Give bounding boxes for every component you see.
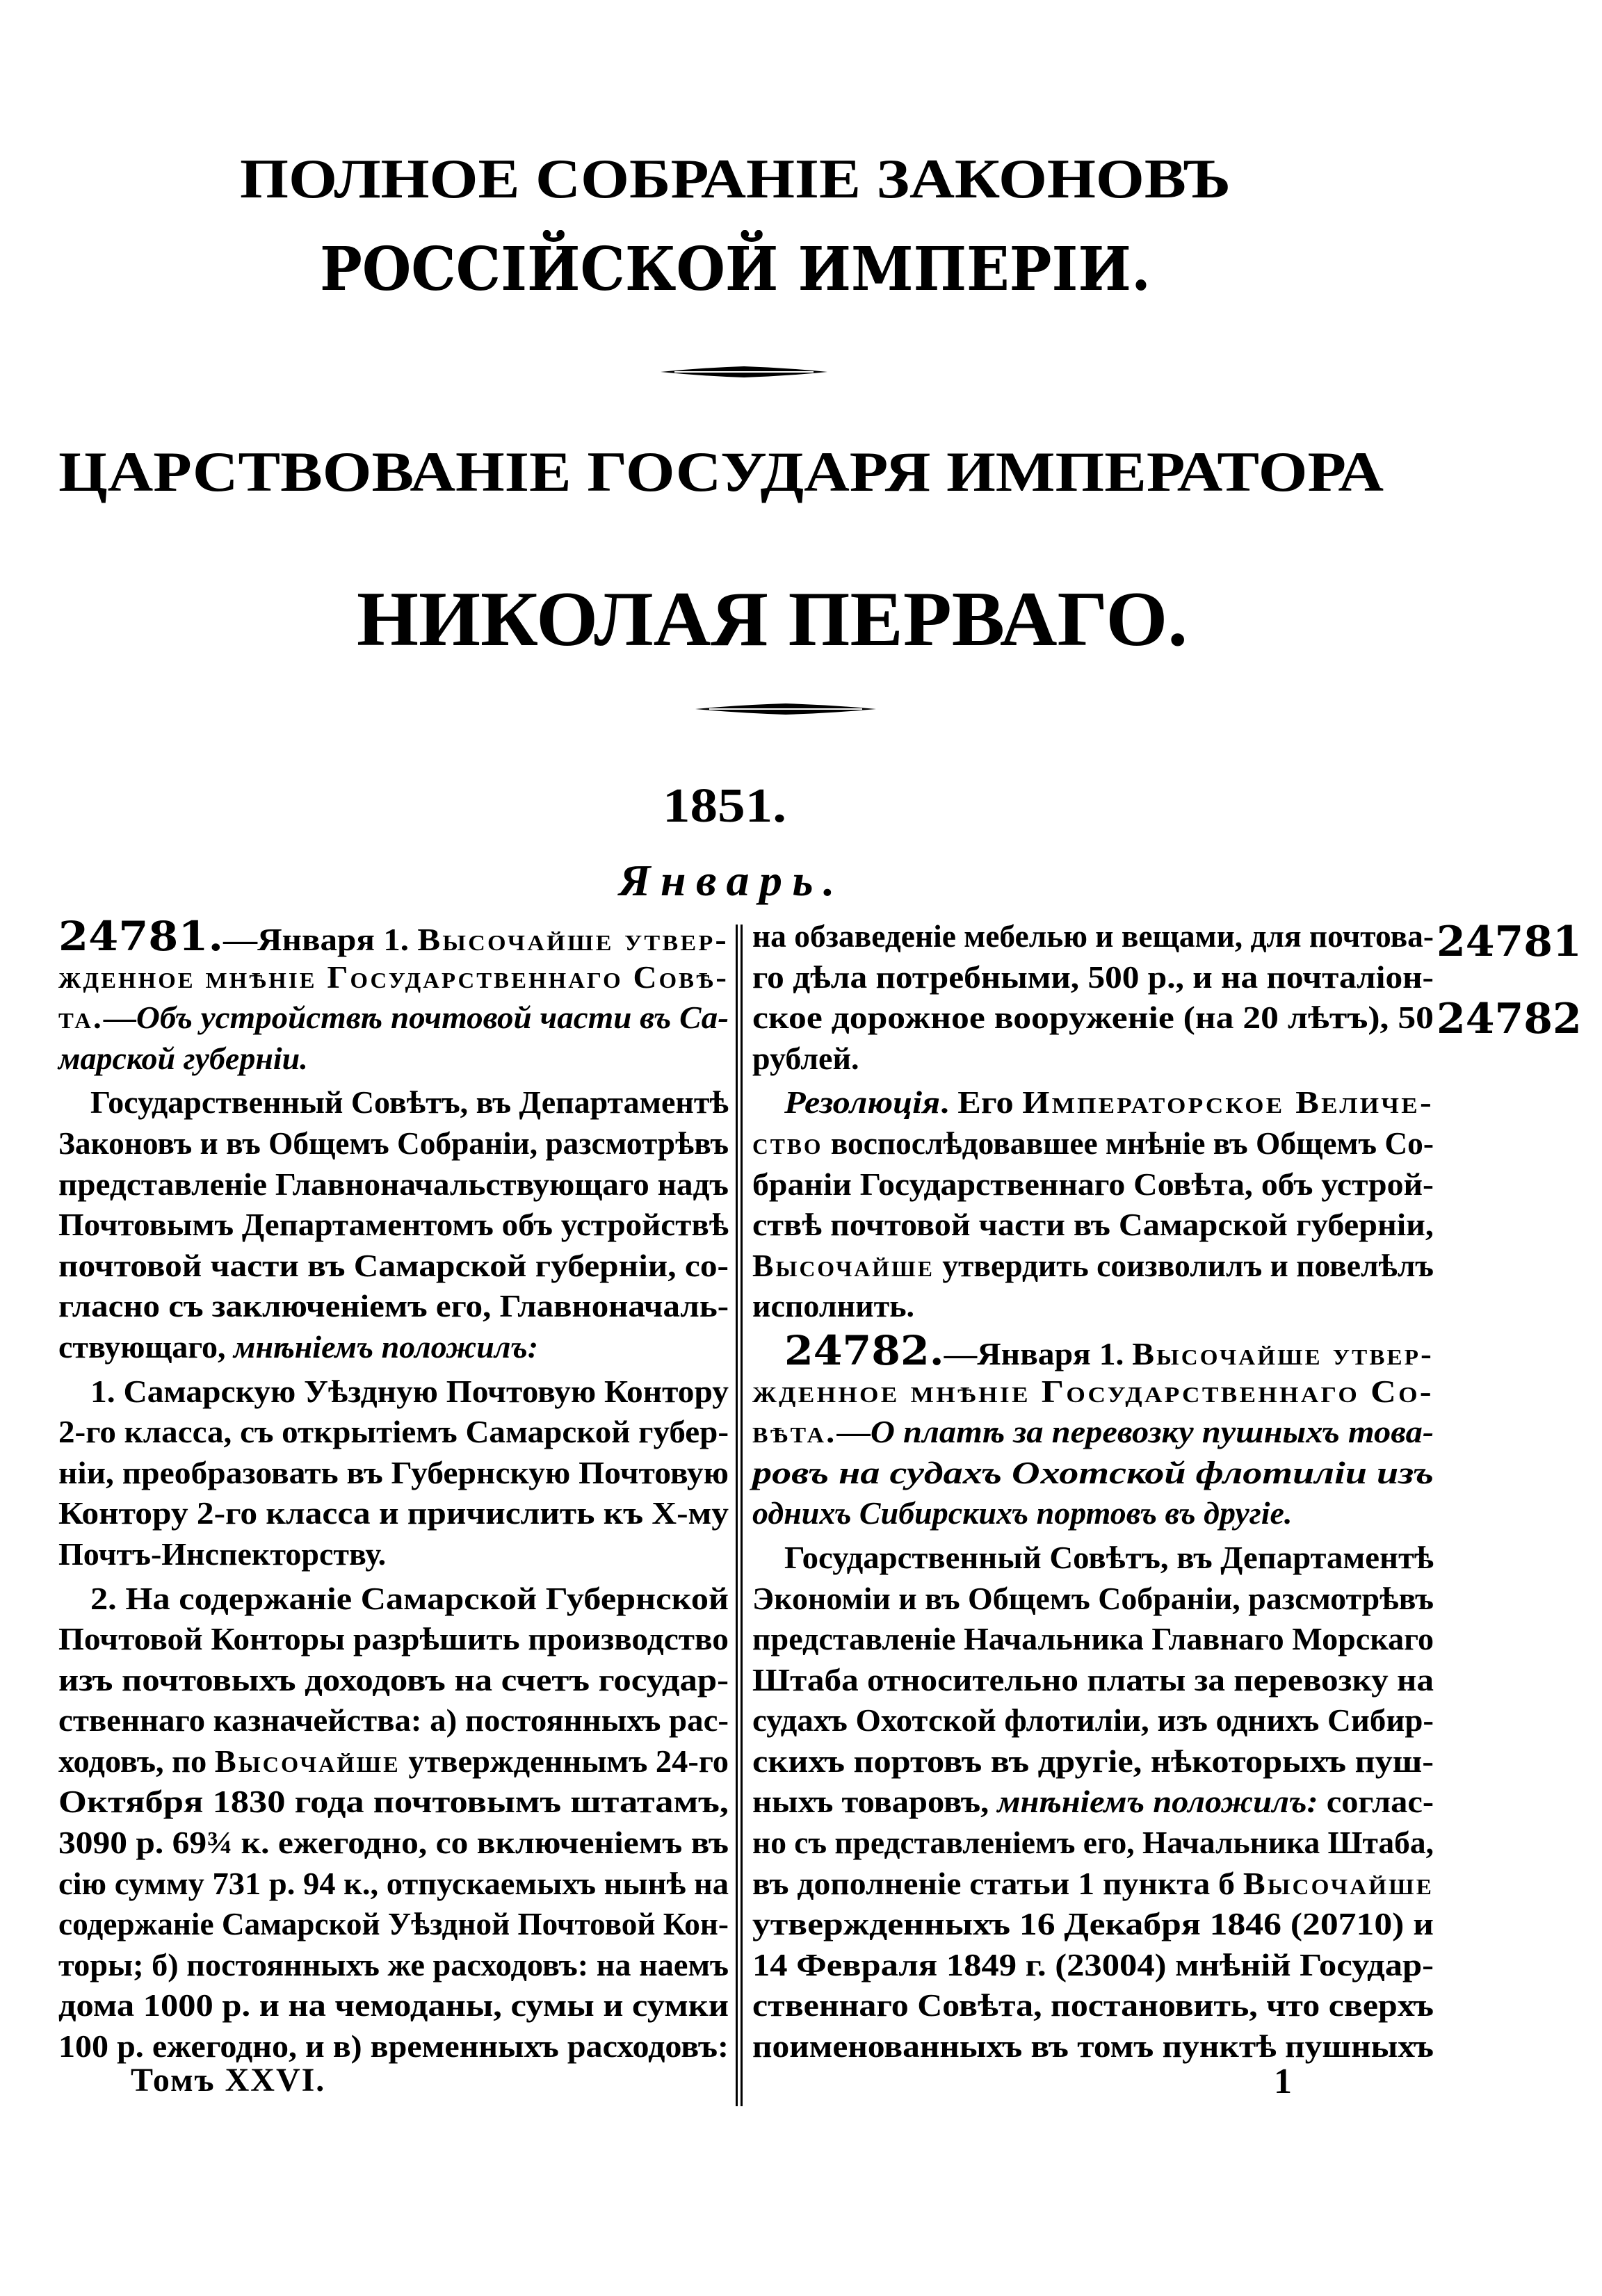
law-number: 24782.: [784, 1326, 944, 1374]
text-segment: Законовъ и въ Общемъ Собраніи, разсмотрѣвъ: [58, 1125, 729, 1161]
text-line: [752, 1493, 1434, 1534]
text-line: [752, 2026, 1434, 2067]
reign-title: [58, 440, 1384, 503]
text-segment: Октября 1830 года почтовымъ штатамъ,: [58, 1784, 729, 1820]
text-line: [58, 1082, 729, 1123]
text-segment: 100 р. ежегодно, и в) временныхъ расходовъ:: [58, 2028, 729, 2065]
italic-text: мнѣніемъ положилъ:: [997, 1784, 1318, 1820]
text-line: [58, 1782, 729, 1823]
text-segment: сію сумму 731 р. 94 к., отпускаемыхъ нынѣ на: [58, 1865, 729, 1901]
text-line-content: [752, 1864, 1434, 1905]
text-line-content: [90, 1371, 729, 1412]
text-line-content: [58, 1741, 729, 1782]
text-segment: та.: [58, 1000, 104, 1036]
italic-text: Резолюція: [784, 1084, 941, 1121]
text-line: [58, 998, 729, 1039]
month-heading: [619, 856, 845, 905]
text-line: [58, 1286, 729, 1327]
text-line: [752, 957, 1434, 998]
text-line-content: [752, 1205, 1434, 1246]
margin-law-number: 24782: [1437, 995, 1582, 1043]
text-line: [58, 1864, 729, 1905]
text-line-content: [58, 1945, 729, 1986]
text-segment: 2-го класса, съ открытіемъ Самарской губер-: [58, 1414, 729, 1450]
italic-text: О платѣ за перевозку пушныхъ това-: [870, 1414, 1434, 1450]
text-line: [58, 1823, 729, 1864]
text-line: [752, 1945, 1434, 1986]
text-segment: дома 1000 р. и на чемоданы, сумы и сумки: [58, 1987, 729, 2024]
text-line: [58, 1619, 729, 1660]
text-segment: Штаба относительно платы за перевозку на: [752, 1661, 1434, 1697]
text-line: [58, 1412, 729, 1453]
text-line-content: [58, 1039, 308, 1080]
text-segment: поименованныхъ въ томъ пунктѣ пушныхъ: [752, 2028, 1434, 2065]
column-divider: [736, 925, 743, 2106]
text-segment: ныхъ товаровъ,: [752, 1784, 998, 1820]
text-line-content: [752, 1412, 1434, 1453]
text-line: [752, 998, 1434, 1039]
text-line: [752, 1286, 1434, 1327]
text-line: [58, 1700, 729, 1741]
text-line: [752, 1412, 1434, 1453]
italic-text: ровъ на судахъ Охотской флотиліи изъ: [752, 1454, 1434, 1490]
text-segment: представленіе Главноначальствующаго надъ: [58, 1166, 729, 1202]
text-segment: вѣта.: [752, 1414, 837, 1450]
text-segment: ствѣ почтовой части въ Самарской губерніи,: [752, 1207, 1434, 1243]
text-segment: торы; б) постоянныхъ же расходовъ: на наемъ: [58, 1946, 729, 1982]
italic-text: Объ устройствѣ почтовой части въ Са-: [136, 1000, 729, 1036]
text-line-content: [58, 1286, 729, 1327]
text-segment: почтовой части въ Самарской губерніи, со-: [58, 1247, 729, 1283]
text-line-content: [752, 1371, 1434, 1412]
text-line: [58, 1246, 729, 1287]
text-line: [752, 1904, 1434, 1945]
text-segment: жденное мнѣніе Государственнаго Совѣ-: [58, 959, 729, 995]
text-line-content: [58, 1327, 538, 1368]
text-line-content: [752, 1039, 859, 1080]
right-column: [752, 916, 1434, 2067]
text-line: [58, 1371, 729, 1412]
text-line: [58, 1164, 729, 1205]
text-line-content: [752, 916, 1434, 957]
text-line-content: [752, 1700, 1434, 1741]
text-line-content: [752, 1904, 1434, 1945]
text-segment: Высочайше: [1243, 1865, 1434, 1901]
text-line-content: [58, 998, 729, 1039]
text-line: [752, 1246, 1434, 1287]
year-text: 1851.: [663, 779, 786, 833]
text-line-content: [90, 1579, 729, 1620]
text-line-content: [58, 1453, 729, 1494]
text-segment: изъ почтовыхъ доходовъ на счетъ государ-: [58, 1661, 729, 1697]
text-segment: Императорское Величе-: [1022, 1084, 1434, 1121]
text-line-content: [752, 1660, 1434, 1701]
text-line-content: [752, 1246, 1434, 1287]
text-segment: ственнаго Совѣта, постановить, что сверхъ: [752, 1987, 1434, 2024]
text-line: [752, 1782, 1434, 1823]
emperor-name-text: НИКОЛАЯ ПЕРВАГО.: [357, 576, 1188, 662]
text-line-content: [752, 1286, 914, 1327]
text-line-content: [58, 1619, 729, 1660]
ornament-divider-icon: [695, 702, 876, 716]
text-segment: но съ представленіемъ его, Начальника Штаба,: [752, 1825, 1434, 1861]
text-line-content: [58, 1534, 386, 1575]
text-line: [752, 1371, 1434, 1412]
text-segment: Государственный Совѣтъ, въ Департаментѣ: [90, 1084, 729, 1121]
text-line-content: [752, 2026, 1434, 2067]
text-segment: —: [103, 1000, 136, 1036]
text-segment: ственнаго казначейства: а) постоянныхъ рас-: [58, 1702, 729, 1739]
left-column: [58, 913, 729, 2067]
text-line-content: [752, 1453, 1434, 1494]
text-line-content: [784, 1538, 1434, 1579]
law-number: 24781.: [58, 913, 224, 960]
text-segment: 14 Февраля 1849 г. (23004) мнѣній Государ-: [752, 1946, 1434, 1982]
text-segment: въ дополненіе статьи 1 пункта б: [752, 1865, 1243, 1901]
text-line: [58, 957, 729, 998]
text-line: [58, 913, 729, 960]
text-line-content: [58, 957, 729, 998]
text-line-content: [58, 1823, 729, 1864]
text-line: [752, 1538, 1434, 1579]
text-segment: 3090 р. 69¾ к. ежегодно, со включеніемъ въ: [58, 1825, 729, 1861]
text-line: [752, 1823, 1434, 1864]
text-line-content: [752, 1123, 1434, 1164]
text-line-content: [58, 1205, 729, 1246]
text-line-content: [58, 1904, 729, 1945]
text-segment: ходовъ, по: [58, 1743, 215, 1779]
text-segment: утвержденнымъ 24-го: [400, 1743, 729, 1779]
year-heading: [663, 779, 786, 833]
text-line: [58, 1327, 729, 1368]
text-line: [58, 1660, 729, 1701]
text-line: [752, 1082, 1434, 1123]
text-segment: Почтъ-Инспекторству.: [58, 1536, 387, 1572]
text-segment: . Его: [940, 1084, 1023, 1121]
text-segment: скихъ портовъ въ другіе, нѣкоторыхъ пуш-: [752, 1743, 1434, 1779]
text-line: [752, 1619, 1434, 1660]
text-line: [752, 1741, 1434, 1782]
empire-title: [320, 234, 1203, 304]
text-segment: —Января 1.: [223, 922, 418, 957]
text-line-content: [58, 1985, 729, 2026]
text-line: [58, 1534, 729, 1575]
text-line: [752, 1205, 1434, 1246]
text-line-content: [784, 1082, 1434, 1123]
emperor-name: [357, 576, 1188, 662]
text-line: [58, 1985, 729, 2026]
text-line: [752, 1453, 1434, 1494]
text-line-content: [752, 957, 1434, 998]
italic-text: мнѣніемъ положилъ:: [234, 1328, 539, 1365]
text-segment: Экономіи и въ Общемъ Собраніи, разсмотрѣвъ: [752, 1580, 1434, 1616]
collection-title-text: ПОЛНОЕ СОБРАНІЕ ЗАКОНОВЪ: [240, 149, 1231, 210]
italic-text: марской губерніи.: [58, 1040, 308, 1076]
text-line-content: [784, 1326, 1434, 1375]
text-segment: на обзаведеніе мебелью и вещами, для почтова-: [752, 918, 1434, 954]
text-line: [752, 1579, 1434, 1620]
text-line: [752, 1326, 1434, 1374]
reign-title-text: ЦАРСТВОВАНІЕ ГОСУДАРЯ ИМПЕРАТОРА: [58, 440, 1384, 503]
text-segment: Контору 2-го класса и причислить къ X-му: [58, 1495, 729, 1531]
text-line-content: [752, 1945, 1434, 1986]
ornament-divider-icon: [661, 365, 827, 379]
text-line: [58, 1741, 729, 1782]
empire-title-text: РОССІЙСКОЙ ИМПЕРІИ.: [320, 234, 1151, 304]
text-segment: содержаніе Самарской Уѣздной Почтовой Кон-: [58, 1906, 729, 1942]
text-line-content: [90, 1082, 729, 1123]
text-segment: исполнить.: [752, 1288, 915, 1324]
text-line-content: [752, 1619, 1434, 1660]
text-line-content: [752, 1493, 1292, 1534]
text-segment: утвержденныхъ 16 Декабря 1846 (20710) и: [752, 1906, 1434, 1942]
text-line-content: [752, 998, 1434, 1039]
text-segment: судахъ Охотской флотиліи, изъ однихъ Сибир-: [752, 1702, 1434, 1739]
text-line: [752, 1700, 1434, 1741]
month-text: Январь.: [619, 856, 845, 905]
text-line: [58, 1123, 729, 1164]
text-segment: Государственный Совѣтъ, въ Департаментѣ: [784, 1539, 1434, 1575]
text-segment: —Января 1.: [944, 1335, 1133, 1371]
text-line-content: [752, 1985, 1434, 2026]
text-line: [58, 1453, 729, 1494]
text-line-content: [752, 1823, 1434, 1864]
text-segment: 2. На содержаніе Самарской Губернской: [90, 1580, 729, 1616]
text-line: [58, 1493, 729, 1534]
text-line: [752, 1660, 1434, 1701]
volume-label: Томъ XXVI.: [131, 2062, 326, 2099]
text-line: [752, 1985, 1434, 2026]
text-segment: Почтовымъ Департаментомъ объ устройствѣ: [58, 1207, 729, 1243]
text-segment: гласно съ заключеніемъ его, Главноначаль-: [58, 1288, 729, 1324]
text-line-content: [58, 913, 729, 961]
text-line-content: [752, 1782, 1434, 1823]
text-segment: Высочайше утвер-: [1132, 1335, 1434, 1371]
text-segment: воспослѣдовавшее мнѣніе въ Общемъ Со-: [823, 1125, 1434, 1161]
text-segment: ніи, преобразовать въ Губернскую Почтовую: [58, 1454, 729, 1490]
text-segment: Почтовой Конторы разрѣшить производство: [58, 1621, 729, 1657]
margin-law-number: 24781: [1437, 918, 1582, 966]
text-line-content: [58, 1123, 729, 1164]
text-line: [752, 1864, 1434, 1905]
text-line: [58, 1039, 729, 1080]
text-segment: 1. Самарскую Уѣздную Почтовую Контору: [90, 1373, 729, 1409]
text-line-content: [58, 1164, 729, 1205]
text-segment: жденное мнѣніе Государственнаго Со-: [752, 1373, 1434, 1409]
italic-text: однихъ Сибирскихъ портовъ въ другіе.: [752, 1495, 1293, 1531]
text-line: [752, 1123, 1434, 1164]
text-segment: Высочайше утвер-: [417, 922, 729, 957]
text-line: [752, 1164, 1434, 1205]
text-line-content: [58, 1864, 729, 1905]
text-segment: ство: [752, 1125, 823, 1161]
text-segment: Высочайше: [752, 1247, 934, 1283]
text-line: [58, 1904, 729, 1945]
text-segment: —: [836, 1414, 871, 1450]
text-segment: представленіе Начальника Главнаго Морскаго: [752, 1621, 1434, 1657]
text-line: [58, 1945, 729, 1986]
text-line-content: [58, 1412, 729, 1453]
text-segment: Высочайше: [214, 1743, 400, 1779]
text-line-content: [58, 1246, 729, 1287]
text-line-content: [58, 1782, 729, 1823]
text-line: [58, 1205, 729, 1246]
text-segment: браніи Государственнаго Совѣта, объ устрой-: [752, 1166, 1434, 1202]
text-segment: го дѣла потребными, 500 р., и на почталіон-: [752, 959, 1434, 995]
text-line: [752, 1039, 1434, 1080]
text-line: [752, 916, 1434, 957]
page-number: 1: [1274, 2062, 1292, 2101]
text-line: [58, 1579, 729, 1620]
text-line-content: [752, 1579, 1434, 1620]
collection-title: [240, 149, 1231, 210]
text-line-content: [58, 1493, 729, 1534]
text-segment: соглас-: [1318, 1784, 1434, 1820]
text-segment: рублей.: [752, 1040, 859, 1076]
text-line-content: [58, 1660, 729, 1701]
text-segment: утвердить соизволилъ и повелѣлъ: [934, 1247, 1434, 1283]
text-line-content: [752, 1741, 1434, 1782]
text-segment: ское дорожное вооруженіе (на 20 лѣтъ), 50: [752, 1000, 1434, 1036]
text-line-content: [58, 1700, 729, 1741]
text-segment: ствующаго,: [58, 1328, 234, 1365]
text-line-content: [752, 1164, 1434, 1205]
